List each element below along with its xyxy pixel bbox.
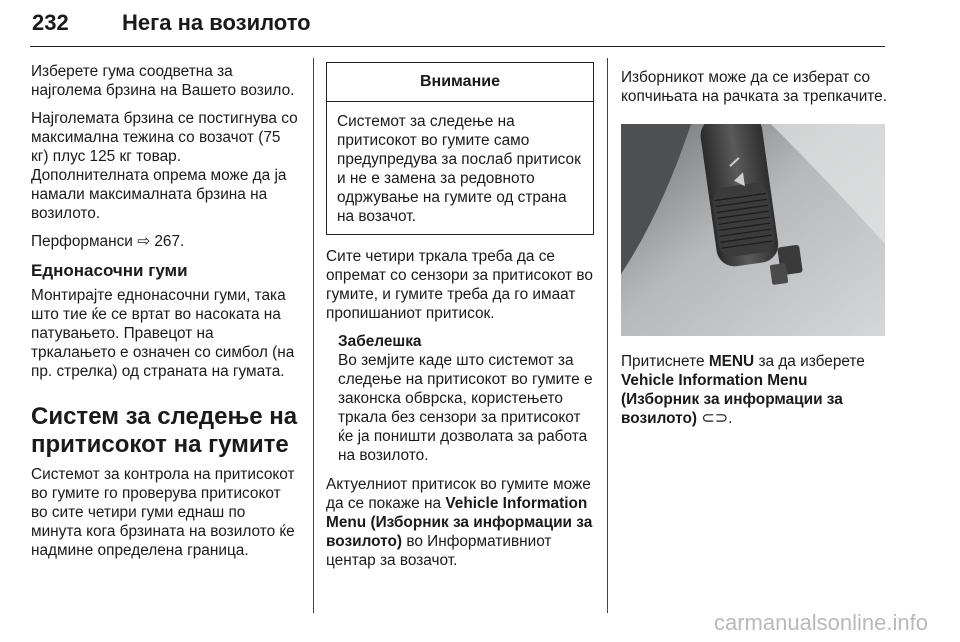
paragraph <box>326 475 594 570</box>
column-3 <box>621 68 887 437</box>
menu-button-label: MENU <box>708 353 755 370</box>
menu-name: Vehicle Information Menu (Изборник за информации за возилото) <box>621 372 843 427</box>
section-heading-tpms: Систем за следење на притисокот на гумите <box>31 403 298 458</box>
page-header <box>30 6 885 47</box>
paragraph: Сите четири тркала треба да се опремат со сензори за притисокот во гумите, и гумите треба да го имаат пропишаниот притисок. <box>326 248 593 322</box>
column-divider <box>607 58 608 613</box>
paragraph: Системот за контрола на притисокот во гумите го проверува притисокот во сите четири гуми еднаш по минута кога брзината на возилото ќе надмине определена граница. <box>31 466 295 559</box>
lever-illustration <box>621 124 885 336</box>
reference-page: 267. <box>154 233 185 250</box>
text: Притиснете <box>621 353 705 370</box>
column-1 <box>31 62 300 569</box>
performance-reference <box>31 232 300 251</box>
paragraph: Изберете гума соодветна за најголема брзина на Вашето возило. <box>31 63 295 99</box>
turn-signal-lever-photo <box>621 124 885 336</box>
reference-arrow-icon: ⇨ <box>137 233 151 250</box>
column-2 <box>326 62 594 579</box>
section-heading-directional-tyres: Еднонасочни гуми <box>31 261 188 280</box>
attention-box <box>326 62 594 235</box>
note-box <box>326 332 594 465</box>
text: . <box>728 410 733 427</box>
attention-title: Внимание <box>327 63 593 102</box>
page-number: 232 <box>32 10 69 35</box>
paragraph: Монтирајте еднонасочни гуми, така што тие ќе се вртат во насоката на патувањето. Правецот на тркалањето е означен со симбол (на пр. стрелка) од страната на гумата. <box>31 287 295 380</box>
text: за да изберете <box>758 353 865 370</box>
text: во Информативниот центар за возачот. <box>326 533 552 569</box>
note-title: Забелешка <box>338 333 422 350</box>
column-divider <box>313 58 314 613</box>
paragraph: Изборникот може да се изберат со копчињата на рачката за трепкачите. <box>621 69 888 105</box>
note-body: Во земјите каде што системот за следење на притисокот во гумите е законска обврска, користењето тркала без сензори за притисокот ќе ја поништи дозволата за работа на возилото. <box>338 352 593 464</box>
attention-body: Системот за следење на притисокот во гумите само предупредува за послаб притисок и не е замена за редовното одржување на гумите од страна на возачот. <box>337 113 581 225</box>
page-title: Нега на возилото <box>122 10 311 35</box>
menu-name: Vehicle Information Menu (Изборник за информации за возилото) <box>326 495 593 550</box>
reference-text: Перформанси <box>31 233 133 250</box>
text: Актуелниот притисок во гумите може да се покаже на <box>326 476 591 512</box>
paragraph: Најголемата брзина се постигнува со максимална тежина со возачот (75 кг) плус 125 кг товар. Дополнителната опрема може да ја намали максималната брзина на возилото. <box>31 110 298 222</box>
watermark: carmanualsonline.info <box>713 610 928 635</box>
vehicle-icon: ⊂⊃ <box>701 410 729 427</box>
paragraph <box>621 352 887 428</box>
